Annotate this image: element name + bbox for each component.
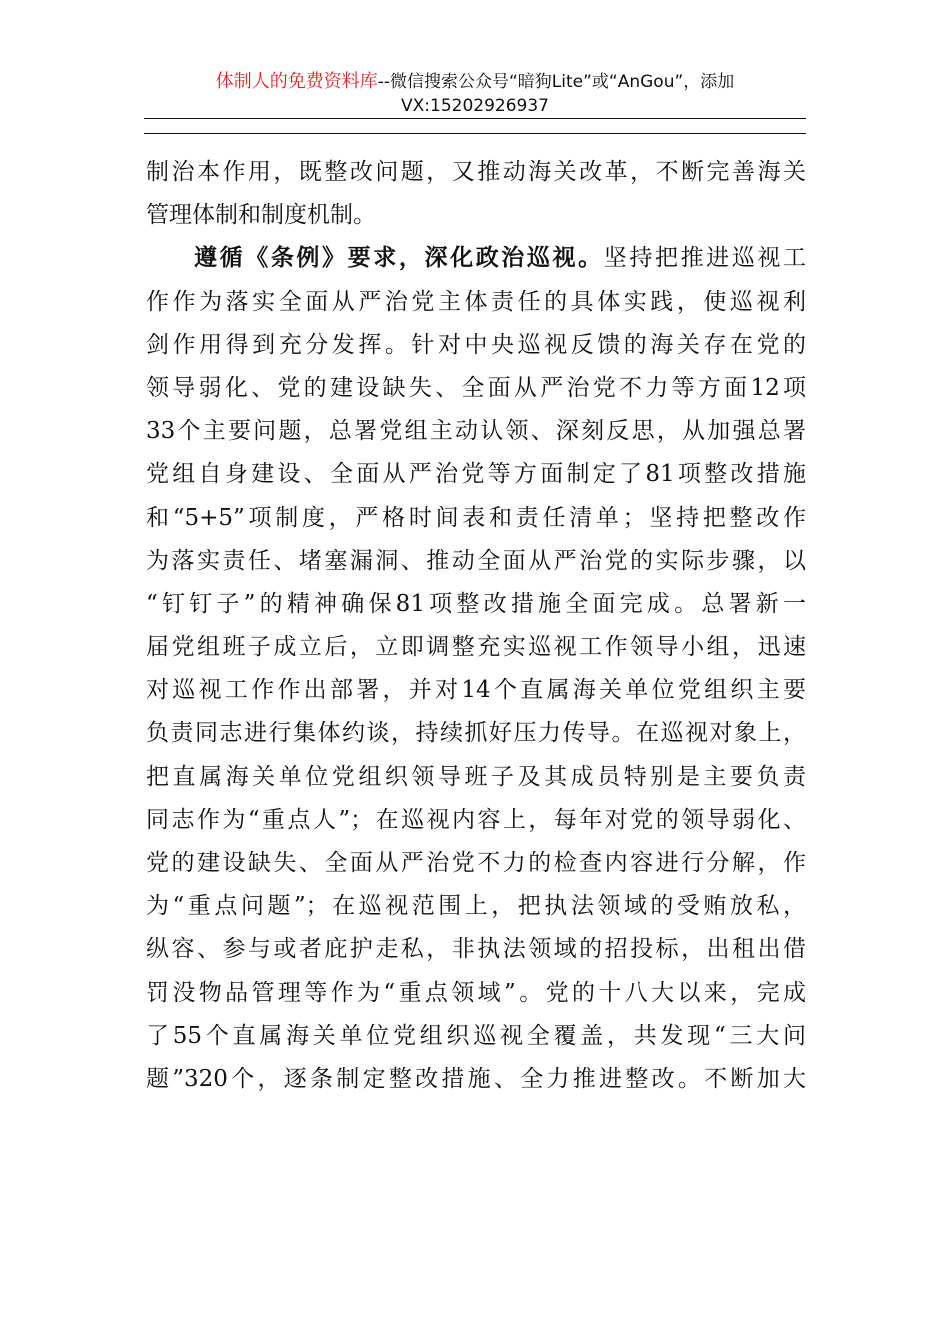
paragraph-line: 剑作用得到充分发挥。针对中央巡视反馈的海关存在党的 [146, 331, 806, 358]
paragraph-line: 为落实责任、堵塞漏洞、推动全面从严治党的实际步骤，以 [146, 547, 806, 574]
header-contact: VX:15202926937 [401, 96, 549, 116]
paragraph-line: 了55个直属海关单位党组织巡视全覆盖，共发现“三大问 [146, 1022, 806, 1049]
paragraph-line: 把直属海关单位党组织领导班子及其成员特别是主要负责 [146, 763, 806, 790]
paragraph-line: 制治本作用，既整改问题，又推动海关改革，不断完善海关 [146, 159, 806, 185]
header-brand: 体制人的免费资料库 [215, 71, 378, 92]
paragraph-line: 对巡视工作作出部署，并对14个直属海关单位党组织主要 [146, 677, 806, 704]
paragraph-line: 33个主要问题，总署党组主动认领、深刻反思，从加强总署 [146, 418, 806, 445]
paragraph-line: 为“重点问题”；在巡视范围上，把执法领域的受贿放私， [146, 893, 806, 920]
paragraph-line: 负责同志进行集体约谈，持续抓好压力传导。在巡视对象上， [146, 720, 806, 747]
header-rule-top [144, 118, 806, 119]
paragraph-line: 领导弱化、党的建设缺失、全面从严治党不力等方面12项 [146, 374, 806, 401]
header-rule-bottom [144, 133, 806, 134]
paragraph-line: 管理体制和制度机制。 [146, 202, 376, 229]
paragraph-heading: 遵循《条例》要求，深化政治巡视。 [194, 245, 604, 272]
paragraph-line: 和“5+5”项制度，严格时间表和责任清单；坚持把整改作 [146, 504, 806, 531]
document-body [146, 151, 806, 1144]
header-text: --微信搜索公众号“暗狗Lite”或“AnGou”，添加 [377, 72, 735, 92]
paragraph-line [146, 1101, 806, 1144]
paragraph-line: 罚没物品管理等作为“重点领域”。党的十八大以来，完成 [146, 979, 806, 1006]
paragraph-line [146, 237, 806, 280]
paragraph-line: 纵容、参与或者庇护走私，非执法领域的招投标，出租出借 [146, 936, 806, 963]
paragraph-line: 届党组班子成立后，立即调整充实巡视工作领导小组，迅速 [146, 634, 806, 661]
paragraph-line: 题”320个，逐条制定整改措施、全力推进整改。不断加大 [146, 1065, 806, 1092]
paragraph-line: “钉钉子”的精神确保81项整改措施全面完成。总署新一 [146, 590, 806, 617]
paragraph-line-text: 坚持把推进巡视工 [603, 245, 807, 272]
paragraph-line: 作作为落实全面从严治党主体责任的具体实践，使巡视利 [146, 288, 806, 315]
paragraph-line: 党的建设缺失、全面从严治党不力的检查内容进行分解，作 [146, 850, 806, 876]
paragraph-line: 同志作为“重点人”；在巡视内容上，每年对党的领导弱化、 [146, 806, 806, 833]
page-header [0, 70, 950, 118]
paragraph-line: 党组自身建设、全面从严治党等方面制定了81项整改措施 [146, 461, 806, 488]
